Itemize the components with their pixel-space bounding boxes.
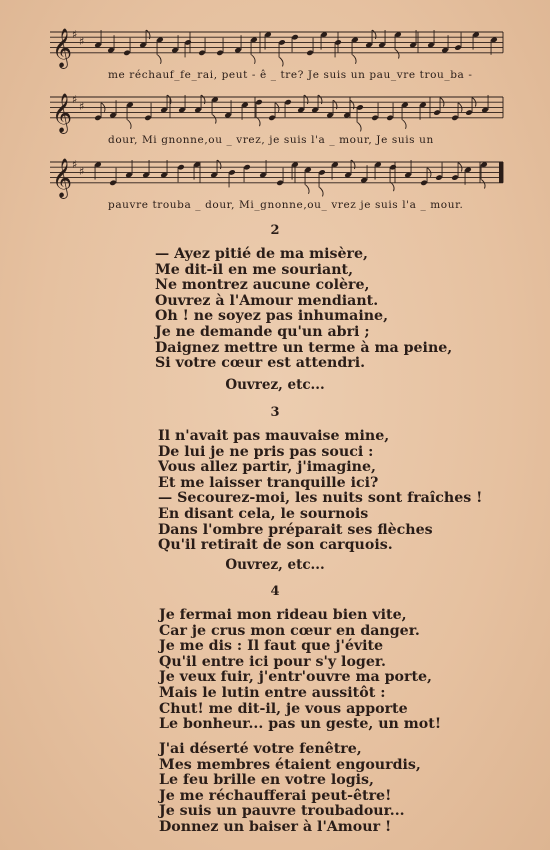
sharp-sign: ♯ (79, 100, 85, 113)
note-stem (101, 30, 102, 45)
verse-line: Dans l'ombre préparait ses flèches (158, 521, 433, 538)
note-stem (411, 160, 412, 175)
note-flag (391, 182, 395, 191)
note-flag (372, 30, 376, 39)
music-lyric-line-2: dour, Mi gnonne,ou _ vrez, je suis l'a _ mour, Je suis un (108, 134, 434, 146)
note-stem (101, 103, 102, 118)
note-stem (491, 40, 492, 55)
sharp-sign: ♯ (72, 28, 78, 41)
note-stem (375, 165, 376, 180)
note-stem (472, 98, 473, 113)
verse-line: De lui je ne pris pas souci : (158, 443, 374, 460)
note-stem (292, 37, 293, 52)
verse-line: Le bonheur... pas un geste, un mot! (159, 716, 442, 733)
note-flag (358, 122, 362, 131)
note-stem (242, 105, 243, 120)
note-stem (185, 95, 186, 110)
note-stem (194, 165, 195, 180)
note-stem (473, 35, 474, 50)
note-stem (127, 105, 128, 120)
final-bar-line (499, 162, 503, 183)
note-flag (167, 95, 171, 104)
note-stem (283, 168, 284, 183)
note-flag (257, 117, 261, 126)
note-flag (353, 55, 357, 64)
note-stem (279, 42, 280, 57)
note-flag (403, 120, 407, 129)
music-lyric-line-3: pauvre trouba _ dour, Mi_gnonne,ou_ vrez je suis l'a _ mour. (108, 199, 464, 211)
verse-line: En disant cela, le sournois (158, 505, 369, 522)
note-stem (292, 165, 293, 180)
verse-line: Daignez mettre un terme à ma peine, (155, 339, 453, 356)
note-stem (178, 167, 179, 182)
verse-line: Oh ! ne soyez pas inhumaine, (155, 308, 389, 325)
note-stem (319, 172, 320, 187)
note-stem (217, 160, 218, 175)
note-stem (313, 38, 314, 53)
verse-line: Mais le lutin entre aussitôt : (159, 684, 386, 701)
treble-clef: 𝄞 (52, 27, 73, 68)
verse-line: Je me réchaufferai peut-être! (159, 787, 392, 804)
music-lyric-line-1: me réchauf_fe_rai, peut - ê _ tre? Je suis un pau_vre trou_ba - (108, 69, 473, 81)
note-flag (128, 120, 132, 129)
verse-line: Mes membres étaient engourdis, (159, 756, 421, 773)
note-stem (95, 165, 96, 180)
note-stem (132, 160, 133, 175)
verse-line: Me dit-il en me souriant, (155, 261, 354, 278)
note-stem (335, 42, 336, 57)
note-stem (205, 38, 206, 53)
verse-line: Ne montrez aucune colère, (155, 277, 370, 294)
note-stem (458, 163, 459, 178)
refrain-line: Ouvrez, etc... (225, 377, 325, 393)
note-flag (320, 187, 324, 196)
note-stem (378, 103, 379, 118)
verse-line: Je suis un pauvre troubadour... (159, 803, 405, 820)
note-flag (396, 50, 400, 59)
note-stem (116, 100, 117, 115)
verse-line: Car je crus mon cœur en danger. (159, 622, 420, 639)
note-stem (116, 168, 117, 183)
note-stem (318, 95, 319, 110)
note-stem (393, 103, 394, 118)
note-stem (458, 103, 459, 118)
treble-clef: 𝄞 (52, 92, 73, 133)
note-stem (241, 35, 242, 50)
note-stem (305, 170, 306, 185)
note-stem (352, 40, 353, 55)
note-stem (285, 102, 286, 117)
note-flag (304, 95, 308, 104)
note-stem (448, 35, 449, 50)
stanza-2 (155, 247, 452, 372)
note-stem (420, 105, 421, 120)
sharp-sign: ♯ (72, 93, 78, 106)
sharp-sign: ♯ (79, 35, 85, 48)
verse-line: Qu'il retirait de son carquois. (158, 537, 393, 554)
note-stem (151, 103, 152, 118)
note-stem (390, 167, 391, 182)
note-flag (146, 30, 150, 39)
note-stem (395, 35, 396, 50)
verse-line: Si votre cœur est attendri. (155, 355, 366, 372)
note-stem (275, 103, 276, 118)
stanza-4-continuation (159, 742, 421, 836)
note-stem (427, 168, 428, 183)
note-stem (332, 165, 333, 180)
note-stem (416, 30, 417, 45)
verse-line: Je veux fuir, j'entr'ouvre ma porte, (159, 669, 432, 686)
note-flag (280, 57, 284, 66)
note-stem (372, 30, 373, 45)
note-stem (149, 160, 150, 175)
note-flag (318, 95, 322, 104)
note-stem (321, 35, 322, 50)
note-flag (482, 180, 486, 189)
note-stem (251, 40, 252, 55)
sharp-sign: ♯ (79, 165, 85, 178)
note-stem (488, 95, 489, 110)
verse-line: — Ayez pitié de ma misère, (155, 246, 368, 262)
verse-line: Je fermai mon rideau bien vite, (159, 607, 407, 623)
note-stem (265, 35, 266, 50)
note-stem (201, 95, 202, 110)
note-stem (350, 100, 351, 115)
treble-clef: 𝄞 (52, 157, 73, 198)
note-stem (434, 30, 435, 45)
note-stem (114, 35, 115, 50)
verse-line: Vous allez partir, j'imagine, (158, 459, 376, 476)
verse-line: Le feu brille en votre logis, (159, 772, 374, 789)
note-stem (385, 30, 386, 45)
verse-line: Ouvrez à l'Amour mendiant. (155, 292, 379, 309)
note-stem (481, 165, 482, 180)
note-stem (223, 38, 224, 53)
note-stem (351, 160, 352, 175)
stanza-3 (158, 429, 482, 554)
verse-line: — Secourez-moi, les nuits sont fraîches ! (158, 490, 483, 507)
refrain-line: Ouvrez, etc... (225, 557, 325, 573)
note-flag (201, 95, 205, 104)
note-stem (157, 40, 158, 55)
stanza-4 (159, 608, 441, 733)
note-stem (130, 38, 131, 53)
note-stem (465, 170, 466, 185)
note-stem (167, 160, 168, 175)
note-stem (333, 100, 334, 115)
note-flag (306, 185, 310, 194)
note-stem (256, 102, 257, 117)
note-stem (357, 107, 358, 122)
note-flag (252, 55, 256, 64)
note-stem (440, 98, 441, 113)
note-stem (185, 42, 186, 57)
sharp-sign: ♯ (72, 158, 78, 171)
note-stem (212, 100, 213, 115)
note-flag (158, 55, 162, 64)
note-stem (167, 95, 168, 110)
note-stem (231, 100, 232, 115)
note-flag (213, 115, 217, 124)
note-stem (461, 33, 462, 48)
verse-line: J'ai déserté votre fenêtre, (159, 741, 362, 757)
verse-line: Chut! me dit-il, je vous apporte (159, 700, 408, 717)
music-score (50, 22, 505, 217)
note-stem (367, 165, 368, 180)
verse-line: Je me dis : Il faut que j'évite (159, 638, 384, 655)
stanza-number-2: 2 (270, 223, 280, 238)
verse-line: Qu'il entre ici pour s'y loger. (159, 653, 386, 670)
verse-line: Donnez un baiser à l'Amour ! (159, 818, 392, 835)
note-stem (178, 35, 179, 50)
verse-line: Il n'avait pas mauvaise mine, (158, 428, 390, 444)
note-stem (266, 160, 267, 175)
stanza-number-3: 3 (270, 405, 280, 420)
note-stem (244, 167, 245, 182)
note-stem (402, 105, 403, 120)
note-stem (442, 163, 443, 178)
note-stem (229, 172, 230, 187)
stanza-number-4: 4 (270, 584, 280, 599)
verse-line: Je ne demande qu'un abri ; (155, 323, 370, 340)
note-stem (146, 30, 147, 45)
note-stem (304, 95, 305, 110)
verse-line: Et me laisser tranquille ici? (158, 474, 379, 491)
